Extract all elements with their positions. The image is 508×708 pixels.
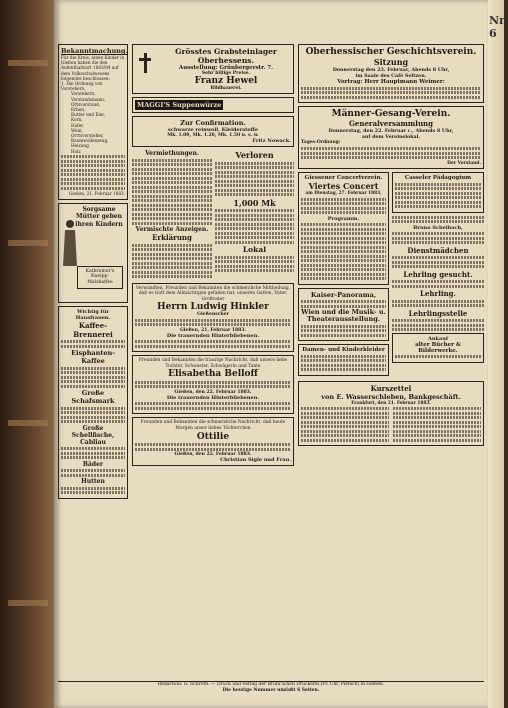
casseler-ad	[392, 172, 484, 213]
facing-page-label: Nr. 6	[489, 14, 508, 40]
kaffee-ad	[58, 306, 128, 499]
belloff-place: Gießen, den 22. Februar 1883.	[174, 389, 252, 395]
dienstmaedchen-title: Dienstmädchen	[407, 245, 469, 255]
grab-role: Bildhauerei.	[210, 86, 242, 91]
bank-date: Frankfurt, den 21. Februar 1883.	[351, 400, 431, 406]
bekanntmachung-place: Gießen, 21. Februar 1883.	[68, 191, 125, 197]
verloren-column	[215, 150, 294, 280]
list-item: Baumwollenzeug,	[71, 138, 109, 144]
confirm-title: Zur Confirmation.	[180, 119, 246, 127]
belohnung: 1,000 Mk	[233, 197, 276, 208]
col3-split-row	[298, 172, 484, 379]
maggi-logo: MAGGI'S Suppenwürze	[137, 101, 222, 109]
belloff-name: Elisabetha Belloff	[168, 369, 258, 380]
cabliau: Cabliau	[80, 438, 106, 446]
kathreiner-text: Kathreiner's Kneipp-Malzkaffee	[85, 268, 115, 286]
classifieds-row	[132, 150, 294, 280]
list-item: Butter und Eier,	[71, 112, 106, 118]
casseler-title: Casseler Pädagogium	[404, 175, 472, 182]
column-3	[298, 44, 484, 449]
footer-imprint: Redaction: G. Schroth. — Druck und Verlag der Brühl'schen Druckerei (Fr. Chr. Pietsch) in Gießen.	[157, 682, 385, 687]
verloren-title: Verloren	[235, 150, 274, 160]
concert-ad	[298, 172, 389, 285]
right-column	[392, 172, 484, 379]
belloff-death-notice	[132, 355, 294, 414]
vermischte-title: Vermischte Anzeigen.	[135, 226, 209, 233]
wichtig-title: Wichtig für Hausfrauen.	[75, 308, 111, 321]
kurszettel-table	[298, 381, 484, 447]
programm: Programm.	[327, 215, 360, 222]
ottilie-place: Gießen, den 22. Februar 1883.	[174, 452, 252, 458]
tagesordnung: Tages-Ordnung:	[301, 140, 341, 145]
list-item: 1. Die Ordnung von Vorstehern,	[61, 81, 103, 92]
lokal-title: Lokal	[242, 245, 267, 254]
wien-title: Wien und die Musik- u. Theaterausstellung.	[301, 308, 386, 324]
book-binding	[0, 0, 54, 708]
grosse-title: Große Schafsmark	[71, 389, 115, 406]
page-footer	[58, 681, 484, 694]
bekanntmachung-title: Bekanntmachung.	[61, 47, 128, 55]
maggi-ad	[132, 97, 294, 113]
vermietungen-title: Vermiethungen.	[145, 150, 199, 157]
column-2	[132, 44, 294, 469]
grab-name: Franz Hewel	[194, 76, 258, 86]
grab-sub: Oberhessens.	[197, 56, 255, 65]
facing-page-edge	[488, 0, 508, 708]
erklaerung-title: Erklärung	[152, 233, 192, 242]
concert-column	[298, 172, 389, 379]
confirmation-ad	[132, 116, 294, 147]
ankauf-ad	[392, 333, 484, 363]
kaiser-title: Kaiser-Panorama,	[310, 290, 377, 299]
confirm-prices: Mk. 1.00, Mk. 1.20, Mk. 1.50 u. s. w.	[167, 133, 259, 138]
list-item: Ortsvorstand,	[71, 101, 101, 107]
bruno-name: Bruno Schelbach,	[413, 224, 463, 231]
list-item: Holz	[71, 148, 81, 154]
list-item: Heizung,	[71, 143, 91, 149]
hutten: Hutten	[81, 478, 105, 486]
bekanntmachung-text: Für die Kreis, einen Kinder in Gießen haben die den Aufenthaltsort 1883/84 auf dem Volksschulwesens folgendes beschlossen:	[61, 55, 125, 81]
bader: Bäder	[82, 460, 104, 468]
lehrlingsstelle-title: Lehrlingsstelle	[408, 308, 468, 318]
generalversammlung: Generalversammlung	[348, 119, 434, 128]
confirm-name: Fritz Nowack.	[252, 138, 291, 144]
eisen-title: Eisphanten-Kaffee	[71, 349, 115, 366]
hinkler-intro: Verwandten, Freunden und Bekannten die schmerzliche Mittheilung, daß es Gott dem Allmächtigen gefallen hat, unseren Gatten, Vater, Großvater	[135, 285, 291, 302]
kathreiner-package	[77, 266, 123, 289]
hinkler-death-notice	[132, 283, 294, 353]
list-item: Erben,	[71, 107, 86, 113]
ausstellung: Ausstellung: Grünbergerstr. 7.	[178, 65, 274, 71]
list-item: Vorstandsmann,	[71, 96, 106, 102]
belloff-signed: Die trauernden Hinterbliebenen.	[166, 394, 260, 401]
gv-date: Donnerstag, den 22. Februar c., Abends 8 Uhr,	[328, 128, 454, 134]
list-item: Vorstehern,	[71, 91, 96, 97]
cross-icon	[139, 53, 151, 73]
maennergesang-notice	[298, 106, 484, 169]
hinkler-name: Herrn Ludwig Hinkler	[157, 302, 269, 313]
list-item: Hafer,	[71, 122, 85, 128]
vortrag: Vortrag: Herr Hauptmann Weimer:	[337, 79, 445, 85]
kaffee-title: Kaffee-Brennerei	[73, 320, 113, 339]
verein-title: Oberhessischer Geschichtsverein.	[305, 47, 477, 57]
grab-title: Grösstes Grabsteinlager	[175, 47, 277, 56]
belloff-intro: Freunden und Bekannten die traurige Nachricht, daß unsere liebe Tochter, Schwester, Schwägerin und Tante	[138, 358, 288, 369]
viertes-concert: Viertes Concert	[308, 181, 379, 192]
bank-title: von E. Wasserschleben, Bankgeschäft.	[321, 392, 461, 401]
list-item: Orrtsvorsteher,	[71, 133, 104, 139]
geschichtsverein-notice	[298, 44, 484, 103]
sorgsame-title: Sorgsame Mütter geben ihren Kindern	[75, 205, 123, 228]
ottilie-signed: Christian Sigle und Frau.	[220, 457, 291, 464]
hinkler-place: Gießen, 21. Februar 1883.	[179, 327, 247, 333]
footer-note: Die heutige Nummer umfaßt 6 Seiten.	[222, 688, 320, 693]
kaiser-panorama-ad	[298, 288, 389, 342]
sitzung-title: Sitzung	[373, 57, 409, 67]
hinkler-signed: Die trauernden Hinterbliebenen.	[166, 332, 260, 339]
kathreiner-ad	[58, 203, 128, 303]
lehrling2-title: Lehrling.	[420, 289, 456, 299]
grosse2-title: Große Schellfische,	[71, 424, 115, 439]
ankauf-title: Ankauf	[427, 335, 448, 342]
maenner-title: Männer-Gesang-Verein.	[331, 109, 451, 119]
ankauf-text: alter Bücher & Bilderwerke.	[415, 341, 461, 354]
kurszettel-title: Kurszettel	[370, 383, 412, 393]
vermietungen-column	[132, 150, 212, 280]
sitzung-place: im Saale des Café Seltzen.	[355, 73, 427, 79]
grabstein-ad	[132, 44, 294, 94]
gv-place: auf dem Vereinslokal.	[361, 134, 421, 140]
ottilie-death-notice	[132, 417, 294, 466]
damen-title: Damen- und Kinderkleider	[302, 347, 385, 354]
lehrling-title: Lehrling gesucht.	[403, 269, 473, 279]
list-item: Korn,	[71, 117, 83, 123]
damen-ad	[298, 344, 389, 376]
concert-title: Giessener Concertverein.	[304, 175, 383, 182]
list-item: Wein,	[71, 127, 83, 133]
sitzung-date: Donnerstag den 23. Februar, Abends 8 Uhr,	[332, 67, 450, 73]
concert-date: am Dienstag, 27. Februar 1883,	[305, 191, 382, 197]
confirm-text: schwarze reinwoll. Kleiderstoffe	[167, 127, 259, 133]
bekanntmachung-notice	[58, 44, 128, 200]
hinkler-role: Gießenscher	[197, 312, 229, 318]
preise: Sehr billige Preise.	[201, 71, 251, 76]
woman-illustration	[62, 218, 78, 268]
bekanntmachung-items	[61, 81, 125, 154]
ottilie-name: Ottilie	[196, 431, 230, 442]
vorstand: Der Vorstand.	[447, 160, 481, 166]
column-1	[58, 44, 128, 502]
ottilie-intro: Freunden und Bekannten die schmerzliche Nachricht, daß heute Morgen unser liebes Töchterchen	[140, 420, 286, 432]
